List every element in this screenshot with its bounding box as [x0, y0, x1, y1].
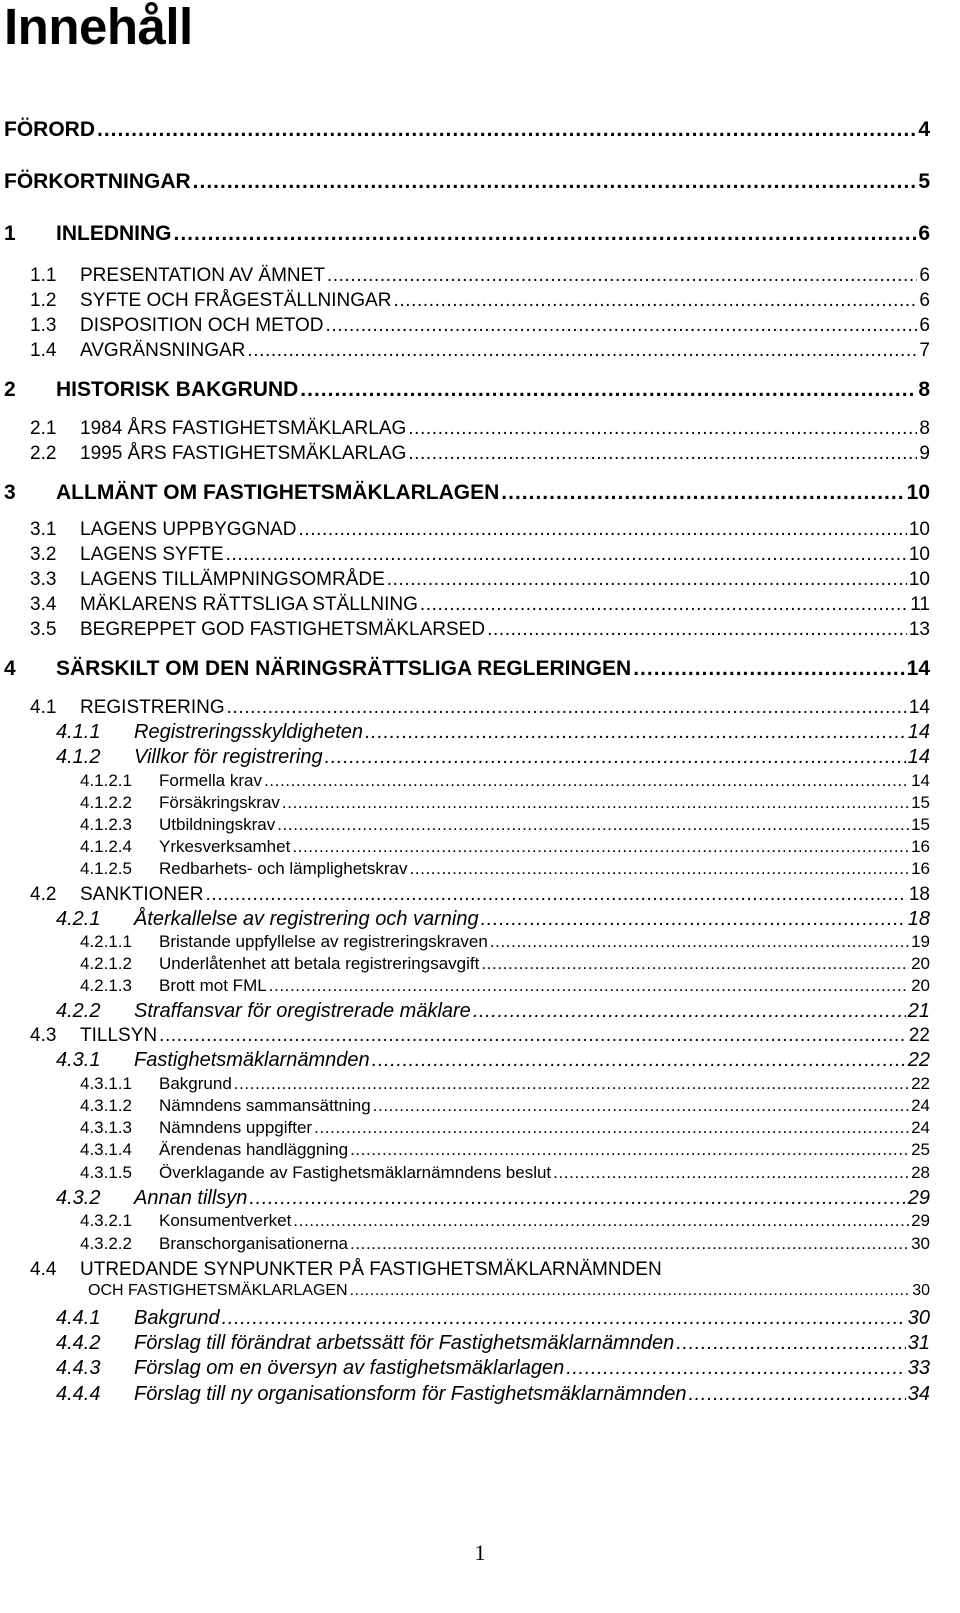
toc-entry-number: 4.2.1.1	[80, 932, 132, 951]
toc-entry[interactable]	[4, 170, 930, 194]
toc-dot-leader	[553, 1163, 909, 1183]
toc-entry[interactable]	[4, 657, 930, 681]
toc-entry[interactable]	[30, 544, 930, 566]
toc-dot-leader	[327, 265, 918, 287]
toc-entry-title: Villkor för registrering	[134, 746, 323, 768]
toc-entry-number: 2.1	[30, 418, 57, 439]
toc-entry-title: Redbarhets- och lämplighetskrav	[159, 859, 408, 878]
toc-entry-title: UTREDANDE SYNPUNKTER PÅ FASTIGHETSMÄKLARNÄMNDEN	[80, 1259, 662, 1280]
toc-entry-title: 1984 ÅRS FASTIGHETSMÄKLARLAG	[80, 418, 407, 439]
toc-dot-leader	[234, 1074, 909, 1094]
toc-entry-page: 24	[911, 1118, 930, 1137]
toc-dot-leader	[365, 721, 906, 744]
toc-entry-number: 4	[4, 657, 16, 680]
toc-entry[interactable]	[30, 884, 930, 906]
toc-entry-page: 10	[906, 481, 930, 504]
toc-entry-title: PRESENTATION AV ÄMNET	[80, 265, 325, 286]
toc-entry-title: Förslag om en översyn av fastighetsmäklarlagen	[134, 1357, 565, 1379]
toc-entry-number: 4.2.1.3	[80, 976, 132, 995]
toc-entry[interactable]	[30, 340, 930, 362]
toc-entry-page: 14	[907, 721, 930, 743]
toc-entry-page: 33	[907, 1357, 930, 1379]
toc-entry-page: 8	[919, 418, 930, 439]
toc-entry-number: 3.1	[30, 519, 57, 540]
toc-dot-leader	[159, 1025, 907, 1047]
toc-entry-page: 20	[911, 976, 930, 995]
toc-entry-page: 22	[908, 1025, 930, 1046]
toc-entry[interactable]	[80, 815, 930, 835]
toc-entry-page: 30	[907, 1307, 930, 1329]
toc-entry-title: Bakgrund	[159, 1074, 232, 1093]
toc-entry[interactable]	[80, 1074, 930, 1094]
toc-entry[interactable]	[80, 932, 930, 952]
toc-entry-title: Straffansvar för oregistrerade mäklare	[134, 1000, 471, 1022]
toc-entry[interactable]	[4, 378, 930, 402]
toc-entry-title: DISPOSITION OCH METOD	[80, 315, 324, 336]
toc-entry-title: Nämndens uppgifter	[159, 1118, 313, 1137]
toc-entry-title: Överklagande av Fastighetsmäklarnämndens beslut	[159, 1163, 552, 1182]
toc-entry-number: 3.2	[30, 544, 57, 565]
toc-entry-title: FÖRKORTNINGAR	[4, 170, 191, 193]
toc-entry[interactable]	[80, 837, 930, 857]
toc-entry-page: 14	[906, 657, 930, 680]
toc-dot-leader	[264, 771, 909, 791]
toc-entry[interactable]	[56, 1049, 930, 1072]
toc-dot-leader	[247, 340, 917, 362]
toc-dot-leader	[222, 1307, 906, 1330]
toc-dot-leader	[410, 859, 910, 879]
toc-entry-page: 14	[907, 746, 930, 768]
toc-entry-page: 6	[918, 222, 930, 245]
toc-entry-page: 10	[908, 519, 930, 540]
toc-entry-page: 6	[919, 315, 930, 336]
toc-entry-page: 6	[919, 290, 930, 311]
toc-dot-leader	[473, 1000, 906, 1023]
toc-entry-page: 18	[907, 908, 930, 930]
toc-entry-number: 4.3.1.2	[80, 1096, 132, 1115]
toc-entry-page: 29	[911, 1211, 930, 1230]
toc-entry[interactable]	[56, 1357, 930, 1380]
toc-entry-number: 4.1.2.5	[80, 859, 132, 878]
toc-entry-number: 4.3.1.3	[80, 1118, 132, 1137]
toc-entry-page: 7	[919, 340, 930, 361]
toc-entry-page: 8	[918, 378, 930, 401]
toc-entry-number: 1	[4, 222, 16, 245]
toc-entry-title: REGISTRERING	[80, 697, 225, 718]
toc-entry-number: 4.2.1	[56, 908, 101, 930]
toc-entry-page: 10	[908, 569, 930, 590]
toc-dot-leader	[566, 1357, 906, 1380]
toc-dot-leader	[408, 443, 917, 465]
toc-entry-number: 4.3.1.1	[80, 1074, 132, 1093]
toc-entry-page: 24	[911, 1096, 930, 1115]
toc-dot-leader	[174, 222, 917, 246]
toc-entry-page: 15	[911, 793, 930, 812]
toc-dot-leader	[481, 954, 909, 974]
toc-entry-number: 2.2	[30, 443, 57, 464]
toc-entry-page: 31	[907, 1332, 930, 1354]
toc-entry-title: Formella krav	[159, 771, 262, 790]
toc-entry-number: 4.1.2.3	[80, 815, 132, 834]
toc-entry[interactable]	[56, 746, 930, 769]
toc-entry-title: BEGREPPET GOD FASTIGHETSMÄKLARSED	[80, 619, 486, 640]
toc-entry[interactable]	[30, 519, 930, 541]
toc-entry[interactable]	[80, 976, 930, 996]
toc-entry-number: 4.3.2.2	[80, 1234, 132, 1253]
toc-dot-leader	[269, 976, 909, 996]
toc-entry[interactable]	[56, 908, 930, 931]
toc-entry[interactable]	[80, 1234, 930, 1254]
toc-entry-page: 6	[919, 265, 930, 286]
toc-entry[interactable]	[30, 265, 930, 287]
toc-dot-leader	[325, 746, 906, 769]
toc-entry-page: 18	[908, 884, 930, 905]
toc-dot-leader	[487, 619, 907, 641]
toc-dot-leader	[193, 170, 917, 194]
toc-entry-title: SANKTIONER	[80, 884, 204, 905]
toc-entry-title: MÄKLARENS RÄTTSLIGA STÄLLNING	[80, 594, 418, 615]
toc-entry-page: 34	[907, 1383, 930, 1405]
toc-dot-leader	[97, 118, 916, 142]
toc-entry[interactable]	[80, 793, 930, 813]
toc-entry-page: 22	[907, 1049, 930, 1071]
toc-entry-title: Bakgrund	[134, 1307, 220, 1329]
toc-entry-page: 14	[911, 771, 930, 790]
toc-dot-leader	[387, 569, 907, 591]
toc-dot-leader	[350, 1282, 911, 1300]
toc-entry[interactable]	[80, 954, 930, 974]
toc-entry-page: 16	[911, 859, 930, 878]
toc-entry[interactable]	[80, 1211, 930, 1231]
toc-entry-number: 4.1.2	[56, 746, 101, 768]
toc-dot-leader	[481, 908, 906, 931]
toc-entry-title: SÄRSKILT OM DEN NÄRINGSRÄTTSLIGA REGLERINGEN	[56, 657, 632, 680]
toc-entry-page: 11	[910, 594, 930, 615]
toc-entry-title: OCH FASTIGHETSMÄKLARLAGEN	[88, 1282, 348, 1299]
toc-entry-number: 1.3	[30, 315, 57, 336]
toc-dot-leader	[408, 418, 917, 440]
toc-dot-leader	[227, 697, 907, 719]
toc-entry-page: 13	[908, 619, 930, 640]
toc-entry[interactable]	[80, 1096, 930, 1116]
toc-entry[interactable]	[80, 1163, 930, 1183]
toc-entry-number: 3.5	[30, 619, 57, 640]
toc-entry-title: LAGENS UPPBYGGNAD	[80, 519, 297, 540]
toc-entry-page: 15	[911, 815, 930, 834]
toc-entry-number: 3	[4, 481, 16, 504]
toc-entry-number: 4.3.1.4	[80, 1140, 132, 1159]
toc-entry-title: SYFTE OCH FRÅGESTÄLLNINGAR	[80, 290, 392, 311]
toc-entry[interactable]	[30, 418, 930, 440]
toc-entry-title: AVGRÄNSNINGAR	[80, 340, 246, 361]
toc-entry-title: ALLMÄNT OM FASTIGHETSMÄKLARLAGEN	[56, 481, 500, 504]
toc-entry[interactable]	[56, 1000, 930, 1023]
toc-entry-number: 4.1.2.2	[80, 793, 132, 812]
toc-entry[interactable]	[56, 1332, 930, 1355]
toc-entry-number: 4.4.1	[56, 1307, 101, 1329]
toc-entry-number: 3.4	[30, 594, 57, 615]
toc-entry-title: INLEDNING	[56, 222, 172, 245]
toc-entry-title: Underlåtenhet att betala registreringsavgift	[159, 954, 480, 973]
toc-entry-page: 20	[911, 954, 930, 973]
toc-dot-leader	[373, 1096, 909, 1116]
toc-entry-title: Yrkesverksamhet	[159, 837, 291, 856]
toc-entry-page: 25	[911, 1140, 930, 1159]
toc-entry[interactable]	[56, 1187, 930, 1210]
toc-dot-leader	[277, 815, 909, 835]
toc-entry-number: 4.3.1	[56, 1049, 101, 1071]
toc-entry-title: LAGENS SYFTE	[80, 544, 224, 565]
toc-entry[interactable]	[30, 594, 930, 616]
toc-entry-number: 3.3	[30, 569, 57, 590]
toc-entry-number: 4.4.2	[56, 1332, 101, 1354]
toc-dot-leader	[420, 594, 908, 616]
toc-entry-title: Återkallelse av registrering och varning	[134, 908, 479, 930]
toc-dot-leader	[292, 837, 909, 857]
toc-entry-title: Nämndens sammansättning	[159, 1096, 371, 1115]
toc-entry-page: 9	[919, 443, 930, 464]
toc-dot-leader	[490, 932, 909, 952]
toc-entry-number: 4.1.2.4	[80, 837, 132, 856]
toc-entry-number: 4.2	[30, 884, 57, 905]
toc-entry[interactable]	[88, 1282, 930, 1300]
toc-entry-title: 1995 ÅRS FASTIGHETSMÄKLARLAG	[80, 443, 407, 464]
toc-entry[interactable]	[56, 721, 930, 744]
toc-entry-title: LAGENS TILLÄMPNINGSOMRÅDE	[80, 569, 385, 590]
toc-dot-leader	[676, 1332, 906, 1355]
toc-entry-page: 28	[911, 1163, 930, 1182]
toc-entry[interactable]	[4, 222, 930, 246]
toc-entry-number: 2	[4, 378, 16, 401]
toc-dot-leader	[206, 884, 907, 906]
toc-dot-leader	[249, 1187, 905, 1210]
toc-entry[interactable]	[30, 1025, 930, 1047]
toc-entry-number: 4.4	[30, 1259, 57, 1280]
toc-entry-title: TILLSYN	[80, 1025, 158, 1046]
toc-entry-page: 5	[918, 170, 930, 193]
toc-dot-leader	[501, 481, 904, 505]
toc-dot-leader	[350, 1140, 909, 1160]
page-number: 1	[474, 1540, 486, 1565]
toc-entry-number: 4.3.2.1	[80, 1211, 132, 1230]
toc-dot-leader	[293, 1211, 909, 1231]
toc-entry[interactable]	[30, 443, 930, 465]
toc-entry-title: HISTORISK BAKGRUND	[56, 378, 299, 401]
toc-entry-number: 4.4.3	[56, 1357, 101, 1379]
toc-entry[interactable]	[30, 569, 930, 591]
toc-entry-title: Branschorganisationerna	[159, 1234, 349, 1253]
toc-entry[interactable]	[4, 481, 930, 505]
toc-entry-title: Annan tillsyn	[134, 1187, 248, 1209]
toc-entry-title: Ärendenas handläggning	[159, 1140, 349, 1159]
toc-entry-page: 19	[911, 932, 930, 951]
toc-entry-title: Utbildningskrav	[159, 815, 276, 834]
toc-entry[interactable]	[80, 771, 930, 791]
toc-entry[interactable]	[30, 619, 930, 641]
toc-entry-number: 4.2.2	[56, 1000, 101, 1022]
toc-entry-number: 4.1.1	[56, 721, 101, 743]
toc-entry[interactable]	[80, 859, 930, 879]
toc-entry-page: 29	[907, 1187, 930, 1209]
toc-dot-leader	[314, 1118, 909, 1138]
toc-dot-leader	[326, 315, 918, 337]
toc-entry-number: 4.3	[30, 1025, 57, 1046]
toc-entry[interactable]	[30, 290, 930, 312]
toc-entry-page: 30	[911, 1234, 930, 1253]
toc-entry[interactable]	[80, 1140, 930, 1160]
toc-entry-number: 1.4	[30, 340, 57, 361]
page-title: Innehåll	[4, 0, 193, 55]
toc-dot-leader	[282, 793, 909, 813]
toc-entry-number: 4.4.4	[56, 1383, 101, 1405]
toc-dot-leader	[372, 1049, 906, 1072]
toc-entry-number: 1.1	[30, 265, 57, 286]
toc-entry-page: 4	[918, 118, 930, 141]
toc-entry-title: Bristande uppfyllelse av registreringskraven	[159, 932, 488, 951]
toc-entry-number: 4.3.2	[56, 1187, 101, 1209]
toc-dot-leader	[300, 378, 916, 402]
toc-entry[interactable]	[30, 1259, 930, 1281]
toc-dot-leader	[298, 519, 906, 541]
toc-entry-number: 4.1.2.1	[80, 771, 132, 790]
toc-entry-title: Förslag till förändrat arbetssätt för Fastighetsmäklarnämnden	[134, 1332, 675, 1354]
toc-entry-title: Registreringsskyldigheten	[134, 721, 364, 743]
toc-dot-leader	[350, 1234, 909, 1254]
toc-dot-leader	[688, 1383, 905, 1406]
toc-entry-title: Konsumentverket	[159, 1211, 292, 1230]
toc-entry-page: 22	[911, 1074, 930, 1093]
toc-entry-number: 4.2.1.2	[80, 954, 132, 973]
toc-entry[interactable]	[56, 1383, 930, 1406]
toc-entry-title: Fastighetsmäklarnämnden	[134, 1049, 370, 1071]
toc-entry-title: Förslag till ny organisationsform för Fastighetsmäklarnämnden	[134, 1383, 687, 1405]
toc-entry-page: 30	[912, 1282, 930, 1299]
toc-entry-page: 21	[907, 1000, 930, 1022]
toc-entry-number: 4.1	[30, 697, 57, 718]
toc-dot-leader	[633, 657, 904, 681]
toc-dot-leader	[393, 290, 917, 312]
toc-entry[interactable]	[30, 315, 930, 337]
toc-entry[interactable]	[56, 1307, 930, 1330]
toc-entry-number: 1.2	[30, 290, 57, 311]
toc-entry[interactable]	[4, 118, 930, 142]
toc-entry-number: 4.3.1.5	[80, 1163, 132, 1182]
toc-entry-title: Försäkringskrav	[159, 793, 280, 812]
toc-entry-page: 10	[908, 544, 930, 565]
toc-entry[interactable]	[80, 1118, 930, 1138]
toc-entry-title: FÖRORD	[4, 118, 95, 141]
toc-entry[interactable]	[30, 697, 930, 719]
toc-entry-title: Brott mot FML	[159, 976, 267, 995]
toc-dot-leader	[226, 544, 907, 566]
toc-entry-page: 14	[908, 697, 930, 718]
toc-entry-page: 16	[911, 837, 930, 856]
